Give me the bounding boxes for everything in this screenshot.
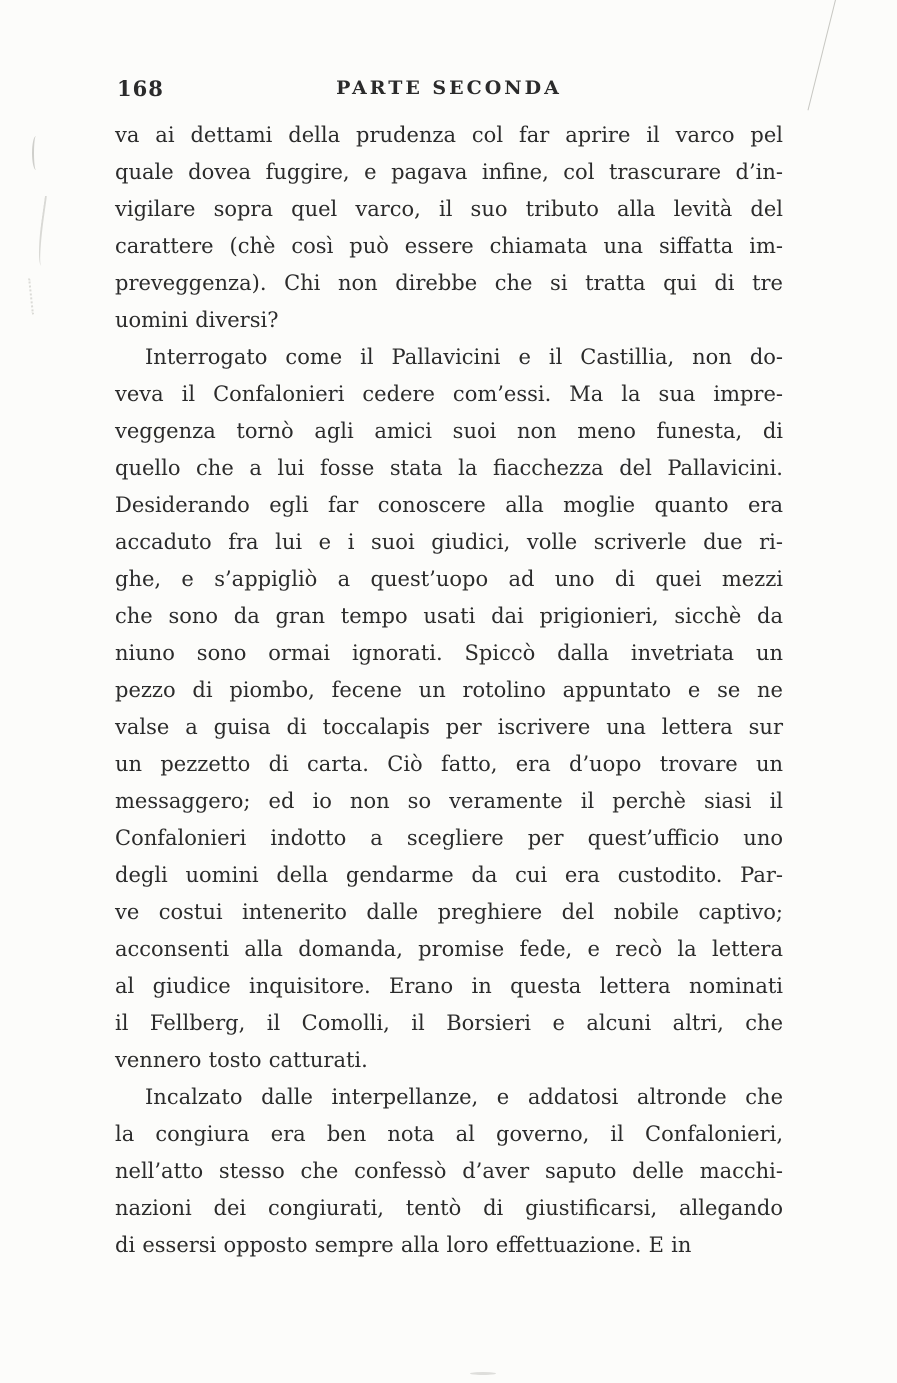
paragraph (115, 339, 783, 1079)
text-line: Interrogato come il Pallavicini e il Castillia, non do- (145, 345, 783, 369)
text-line: Confalonieri indotto a scegliere per quest’ufficio uno (115, 826, 783, 850)
scan-artifact-margin (35, 196, 54, 267)
paragraph (115, 1079, 783, 1264)
text-line: acconsenti alla domanda, promise fede, e recò la lettera (115, 937, 783, 961)
text-line: ghe, e s’appigliò a quest’uopo ad uno di quei mezzi (115, 567, 783, 591)
text-line: ve costui intenerito dalle preghiere del nobile captivo; (115, 900, 783, 924)
text-line: degli uomini della gendarme da cui era custodito. Par- (115, 863, 783, 887)
text-line: messaggero; ed io non so veramente il perchè siasi il (115, 789, 783, 813)
text-line: Incalzato dalle interpellanze, e addatosi altronde che (145, 1085, 783, 1109)
scan-artifact-margin (32, 136, 40, 170)
text-line: quale dovea fuggire, e pagava infine, col trascurare d’in- (115, 160, 783, 184)
text-line: al giudice inquisitore. Erano in questa lettera nominati (115, 974, 783, 998)
text-line: niuno sono ormai ignorati. Spiccò dalla invetriata un (115, 641, 783, 665)
scan-artifact-bottom (470, 1372, 496, 1375)
text-line: accaduto fra lui e i suoi giudici, volle scriverle due ri- (115, 530, 783, 554)
scan-artifact-diagonal (807, 0, 837, 110)
text-line: un pezzetto di carta. Ciò fatto, era d’uopo trovare un (115, 752, 783, 776)
text-line: veva il Confalonieri cedere com’essi. Ma la sua impre- (115, 382, 783, 406)
text-line: preveggenza). Chi non direbbe che si tratta qui di tre (115, 271, 783, 295)
text-line: valse a guisa di toccalapis per iscrivere una lettera sur (115, 715, 783, 739)
paragraph (115, 117, 783, 339)
text-line: che sono da gran tempo usati dai prigionieri, sicchè da (115, 604, 783, 628)
text-line: nazioni dei congiurati, tentò di giustificarsi, allegando (115, 1196, 783, 1220)
text-line: nell’atto stesso che confessò d’aver saputo delle macchi- (115, 1159, 783, 1183)
text-line: va ai dettami della prudenza col far aprire il varco pel (115, 123, 783, 147)
text-line: vennero tosto catturati. (115, 1048, 368, 1072)
page-number: 168 (117, 76, 164, 101)
text-line: pezzo di piombo, fecene un rotolino appuntato e se ne (115, 678, 783, 702)
scan-artifact-margin (28, 278, 42, 315)
text-line: Desiderando egli far conoscere alla moglie quanto era (115, 493, 783, 517)
text-line: uomini diversi? (115, 308, 279, 332)
text-line: vigilare sopra quel varco, il suo tributo alla levità del (115, 197, 783, 221)
text-line: veggenza tornò agli amici suoi non meno funesta, di (115, 419, 783, 443)
running-header (115, 76, 783, 106)
text-block (115, 117, 783, 1264)
text-line: il Fellberg, il Comolli, il Borsieri e alcuni altri, che (115, 1011, 783, 1035)
text-line: carattere (chè così può essere chiamata una siffatta im- (115, 234, 783, 258)
text-line: di essersi opposto sempre alla loro effettuazione. E in (115, 1233, 692, 1257)
section-title: PARTE SECONDA (336, 77, 562, 99)
text-line: quello che a lui fosse stata la fiacchezza del Pallavicini. (115, 456, 783, 480)
text-line: la congiura era ben nota al governo, il Confalonieri, (115, 1122, 783, 1146)
